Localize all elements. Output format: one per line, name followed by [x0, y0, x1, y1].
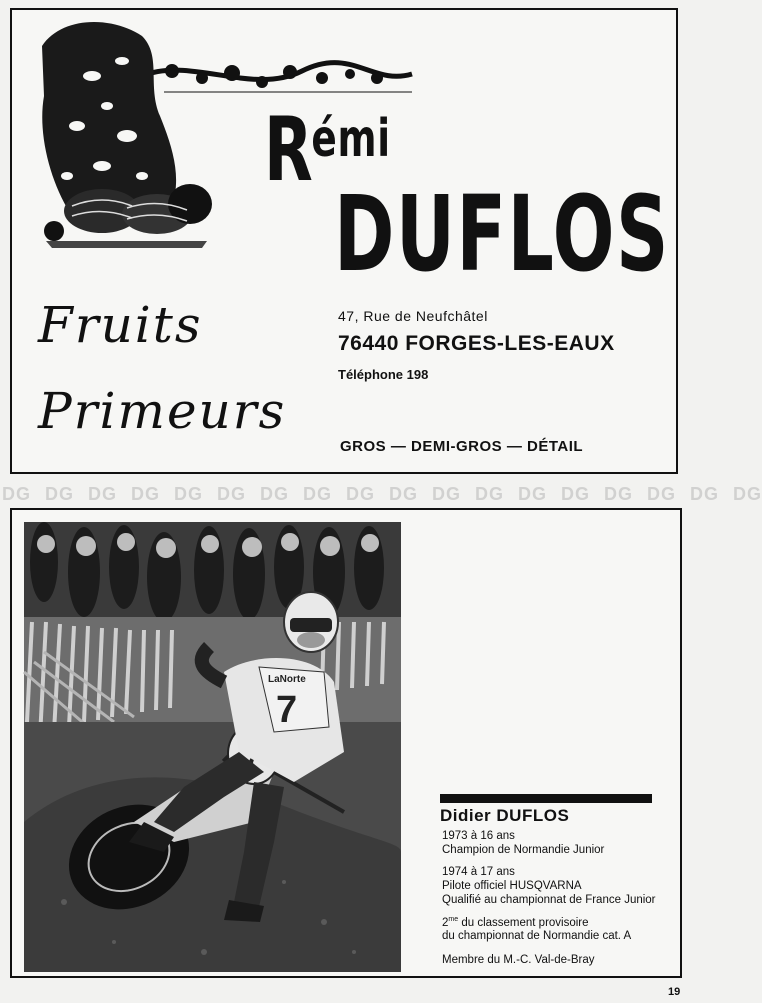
motocross-photo	[24, 522, 401, 972]
watermark-text: DG	[131, 484, 160, 504]
watermark-text: DG	[45, 484, 74, 504]
first-initial: R	[264, 98, 312, 201]
ranking-text: du classement provisoire	[458, 916, 589, 929]
watermark-text: DG	[174, 484, 203, 504]
trade-line: GROS — DEMI-GROS — DÉTAIL	[340, 438, 584, 455]
phone-number: Téléphone 198	[338, 367, 429, 382]
watermark-text: DG	[690, 484, 719, 504]
company-last-name: DUFLOS	[334, 173, 670, 295]
ranking-suffix: me	[448, 916, 459, 923]
watermark-text: DG	[647, 484, 676, 504]
advert-box	[10, 8, 678, 474]
bio-line-1973: 1973 à 16 ans	[442, 830, 515, 842]
bio-line-1974: 1974 à 17 ans	[442, 866, 515, 878]
name-underline-bar	[440, 794, 652, 803]
script-primeurs: Primeurs	[38, 382, 287, 440]
first-name-rest: émi	[311, 109, 391, 169]
bio-line-club: Membre du M.-C. Val-de-Bray	[442, 954, 595, 966]
street-address: 47, Rue de Neufchâtel	[338, 308, 488, 324]
watermark-strip	[0, 484, 762, 510]
bio-line-champion: Champion de Normandie Junior	[442, 844, 605, 856]
bib-number: 7	[276, 689, 298, 731]
watermark-text: DG	[88, 484, 117, 504]
postal-city: 76440 FORGES-LES-EAUX	[338, 332, 615, 355]
watermark-text: DG	[561, 484, 590, 504]
watermark-text: DG	[389, 484, 418, 504]
motocross-scene	[24, 522, 401, 972]
watermark-text: DG	[2, 484, 31, 504]
rider-name: Didier DUFLOS	[440, 806, 570, 825]
page-number: 19	[668, 986, 681, 998]
watermark-text: DG	[475, 484, 504, 504]
bio-line-qualified: Qualifié au championnat de France Junior	[442, 894, 656, 906]
bio-line-championship: du championnat de Normandie cat. A	[442, 930, 632, 942]
watermark-text: DG	[217, 484, 246, 504]
watermark-text: DG	[518, 484, 547, 504]
rider-profile-box	[10, 508, 682, 978]
script-fruits: Fruits	[38, 296, 203, 354]
watermark-text: DG	[604, 484, 633, 504]
watermark-text: DG	[733, 484, 762, 504]
bib-sponsor-text: LaNorte	[268, 674, 306, 685]
bio-line-official-rider: Pilote officiel HUSQVARNA	[442, 880, 582, 892]
watermark-text: DG	[346, 484, 375, 504]
bio-line-ranking	[442, 916, 589, 929]
watermark-text: DG	[432, 484, 461, 504]
ranking-number: 2	[442, 916, 449, 929]
watermark-text: DG	[303, 484, 332, 504]
watermark-text: DG	[260, 484, 289, 504]
